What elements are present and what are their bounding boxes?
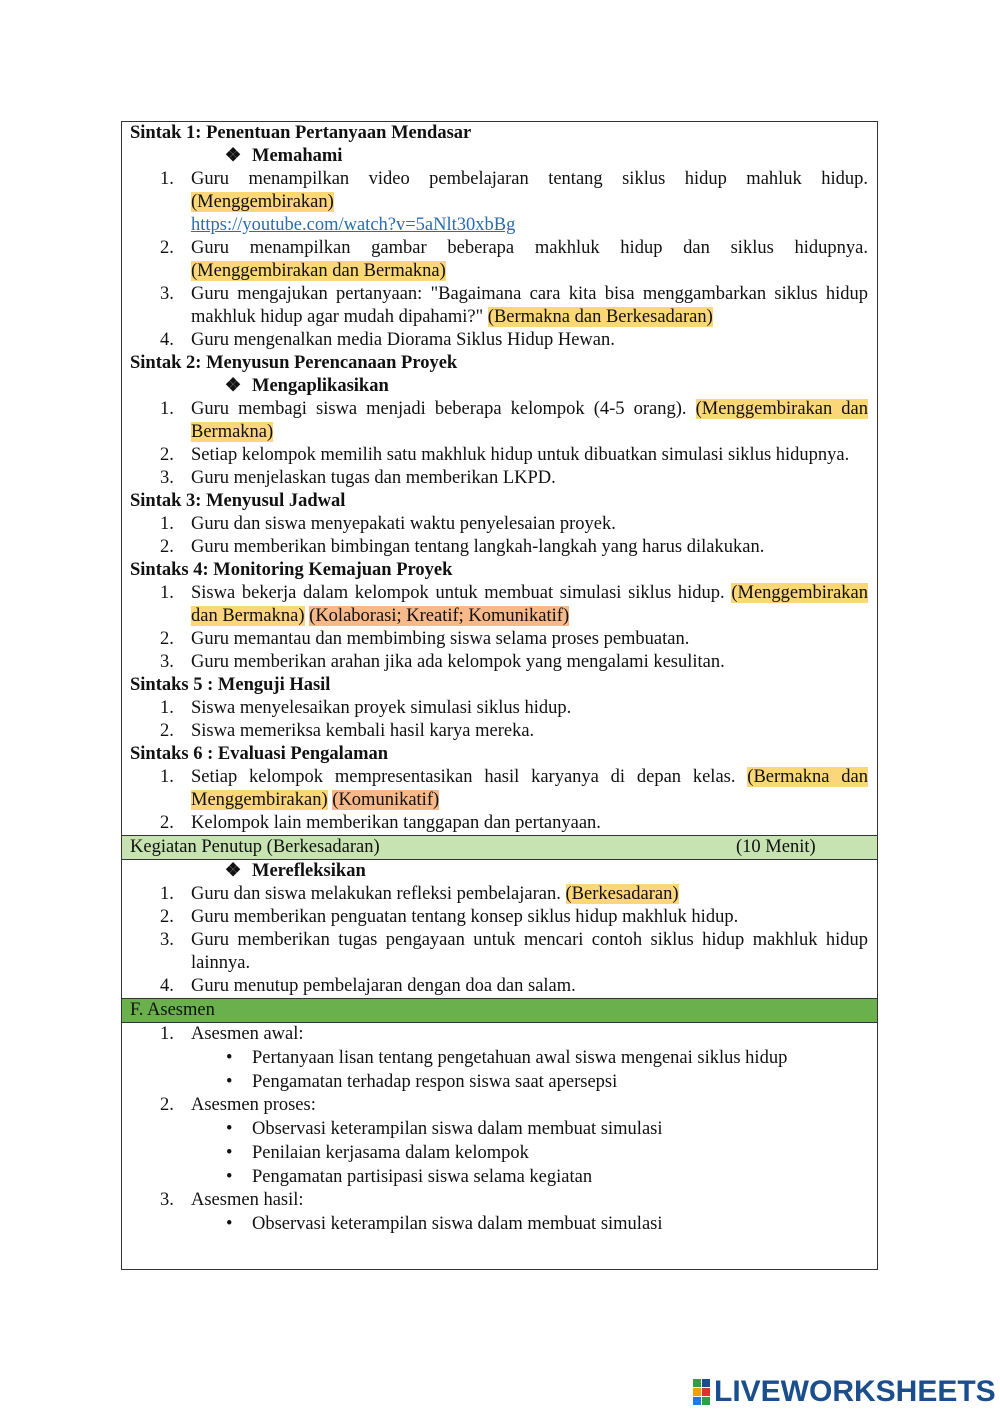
list-item — [122, 883, 877, 906]
item-text: Setiap kelompok mempresentasikan hasil karyanya di depan kelas. — [191, 767, 736, 787]
sintak-1-sub-label: Memahami — [252, 146, 343, 166]
list-item — [122, 329, 877, 352]
list-item — [122, 237, 877, 283]
sintak-5-section — [122, 674, 877, 743]
dot-bullet-icon: • — [226, 1072, 233, 1092]
list-item — [122, 467, 877, 490]
tag-highlight: (Menggembirakan) — [191, 192, 334, 212]
lesson-plan-table — [121, 121, 878, 1270]
bullet-text: Observasi keterampilan siswa dalam membuat simulasi — [252, 1214, 663, 1234]
penutup-sub — [122, 860, 877, 883]
tag-highlight-orange: (Kolaborasi; Kreatif; Komunikatif) — [309, 606, 570, 626]
item-text: Guru memberikan bimbingan tentang langkah-langkah yang harus dilakukan. — [191, 537, 765, 557]
sintak-2-sub-label: Mengaplikasikan — [252, 376, 389, 396]
item-text: Siswa bekerja dalam kelompok untuk membuat simulasi siklus hidup. — [191, 583, 725, 603]
diamond-bullet-icon: ❖ — [224, 376, 242, 396]
penutup-sub-label: Merefleksikan — [252, 861, 366, 881]
sintak-1-heading: Sintak 1: Penentuan Pertanyaan Mendasar — [130, 123, 472, 143]
sintak-3-section — [122, 490, 877, 559]
item-text: Setiap kelompok memilih satu makhluk hidup untuk dibuatkan simulasi siklus hidupnya. — [191, 445, 850, 465]
item-number: 2. — [160, 813, 174, 833]
item-number: 2. — [160, 445, 174, 465]
dot-bullet-icon: • — [226, 1048, 233, 1068]
item-number: 1. — [160, 1024, 174, 1044]
item-number: 3. — [160, 468, 174, 488]
bullet-text: Pengamatan partisipasi siswa selama kegiatan — [252, 1167, 593, 1187]
sintak-3-heading: Sintak 3: Menyusul Jadwal — [130, 491, 346, 511]
item-text: Guru menjelaskan tugas dan memberikan LKPD. — [191, 468, 556, 488]
item-number: 1. — [160, 767, 174, 787]
list-item — [122, 651, 877, 674]
penutup-section — [122, 860, 877, 998]
bullet-item — [122, 1141, 877, 1165]
asesmen-group-title: Asesmen hasil: — [191, 1190, 304, 1210]
item-text: Guru dan siswa menyepakati waktu penyelesaian proyek. — [191, 514, 616, 534]
list-item — [122, 398, 877, 444]
list-item — [122, 628, 877, 651]
tag-highlight: (Menggembirakan dan Bermakna) — [191, 261, 446, 281]
item-number: 3. — [160, 930, 174, 950]
penutup-label: Kegiatan Penutup (Berkesadaran) — [130, 837, 380, 857]
sintak-1-section — [122, 122, 877, 352]
bullet-item — [122, 1117, 877, 1141]
item-text: Kelompok lain memberikan tanggapan dan pertanyaan. — [191, 813, 601, 833]
sintak-4-section — [122, 559, 877, 674]
dot-bullet-icon: • — [226, 1214, 233, 1234]
asesmen-group — [122, 1189, 877, 1212]
list-item — [122, 929, 877, 975]
item-number: 3. — [160, 1190, 174, 1210]
tag-highlight: (Bermakna dan Berkesadaran) — [487, 307, 713, 327]
youtube-link[interactable]: https://youtube.com/watch?v=5aNlt30xbBg — [191, 215, 516, 235]
item-number: 2. — [160, 907, 174, 927]
list-item — [122, 536, 877, 559]
diamond-bullet-icon: ❖ — [224, 146, 242, 166]
list-item — [122, 975, 877, 998]
asesmen-group-title: Asesmen proses: — [191, 1095, 316, 1115]
item-number: 2. — [160, 238, 174, 258]
liveworksheets-logo[interactable] — [693, 1377, 996, 1407]
list-item — [122, 906, 877, 929]
asesmen-band — [122, 998, 877, 1023]
item-number: 1. — [160, 399, 174, 419]
item-number: 2. — [160, 1095, 174, 1115]
item-number: 4. — [160, 976, 174, 996]
dot-bullet-icon: • — [226, 1143, 233, 1163]
asesmen-group — [122, 1023, 877, 1046]
sintak-1-sub — [122, 145, 877, 168]
item-number: 4. — [160, 330, 174, 350]
tag-highlight: (Bermakna dan Menggembirakan) — [191, 767, 868, 810]
item-text: Guru mengajukan pertanyaan: "Bagaimana cara kita bisa menggambarkan siklus hidup makhluk hidup agar mudah dipahami?" — [191, 284, 868, 327]
item-number: 3. — [160, 284, 174, 304]
penutup-band — [122, 835, 877, 860]
list-item — [122, 513, 877, 536]
item-number: 1. — [160, 884, 174, 904]
tag-highlight: (Berkesadaran) — [565, 884, 679, 904]
item-text: Guru membagi siswa menjadi beberapa kelompok (4-5 orang). — [191, 399, 687, 419]
item-text: Guru menampilkan video pembelajaran tentang siklus hidup mahluk hidup. — [191, 169, 868, 189]
bullet-item — [122, 1212, 877, 1236]
item-text: Guru memberikan tugas pengayaan untuk mencari contoh siklus hidup makhluk hidup lainnya. — [191, 930, 868, 973]
bullet-text: Observasi keterampilan siswa dalam membuat simulasi — [252, 1119, 663, 1139]
bullet-text: Penilaian kerjasama dalam kelompok — [252, 1143, 529, 1163]
list-item — [122, 283, 877, 329]
item-number: 2. — [160, 629, 174, 649]
list-item — [122, 812, 877, 835]
item-text: Guru memberikan penguatan tentang konsep siklus hidup makhluk hidup. — [191, 907, 739, 927]
sintak-2-sub — [122, 375, 877, 398]
sintak-5-heading: Sintaks 5 : Menguji Hasil — [130, 675, 331, 695]
item-text: Guru memantau dan membimbing siswa selama proses pembuatan. — [191, 629, 690, 649]
bullet-item — [122, 1070, 877, 1094]
list-item — [122, 582, 877, 628]
bullet-text: Pengamatan terhadap respon siswa saat apersepsi — [252, 1072, 618, 1092]
dot-bullet-icon: • — [226, 1167, 233, 1187]
asesmen-group — [122, 1094, 877, 1117]
item-text: Guru menampilkan gambar beberapa makhluk hidup dan siklus hidupnya. — [191, 238, 868, 258]
item-text: Guru mengenalkan media Diorama Siklus Hidup Hewan. — [191, 330, 615, 350]
bullet-item — [122, 1165, 877, 1189]
tag-highlight: (Menggembirakan dan Bermakna) — [191, 399, 869, 442]
list-item — [122, 168, 877, 237]
list-item — [122, 766, 877, 812]
item-number: 2. — [160, 537, 174, 557]
asesmen-label: F. Asesmen — [130, 1000, 215, 1020]
item-text: Guru dan siswa melakukan refleksi pembelajaran. — [191, 884, 561, 904]
list-item — [122, 697, 877, 720]
item-text: Guru menutup pembelajaran dengan doa dan salam. — [191, 976, 576, 996]
item-number: 1. — [160, 169, 174, 189]
item-text: Guru memberikan arahan jika ada kelompok yang mengalami kesulitan. — [191, 652, 725, 672]
sintak-4-heading: Sintaks 4: Monitoring Kemajuan Proyek — [130, 560, 453, 580]
diamond-bullet-icon: ❖ — [224, 861, 242, 881]
logo-mark-icon — [693, 1379, 710, 1405]
list-item — [122, 720, 877, 743]
asesmen-group-title: Asesmen awal: — [191, 1024, 304, 1044]
sintak-2-section — [122, 352, 877, 490]
item-number: 3. — [160, 652, 174, 672]
bullet-text: Pertanyaan lisan tentang pengetahuan awal siswa mengenai siklus hidup — [252, 1048, 788, 1068]
item-text: Siswa memeriksa kembali hasil karya mereka. — [191, 721, 535, 741]
item-number: 2. — [160, 721, 174, 741]
logo-text: LIVEWORKSHEETS — [714, 1375, 996, 1408]
list-item — [122, 444, 877, 467]
asesmen-section — [122, 1023, 877, 1236]
item-text: Siswa menyelesaikan proyek simulasi siklus hidup. — [191, 698, 572, 718]
tag-highlight-orange: (Komunikatif) — [332, 790, 440, 810]
item-number: 1. — [160, 583, 174, 603]
sintak-6-section — [122, 743, 877, 835]
sintak-2-heading: Sintak 2: Menyusun Perencanaan Proyek — [130, 353, 458, 373]
tag-highlight: (Menggembirakan dan Bermakna) — [191, 583, 869, 626]
item-number: 1. — [160, 698, 174, 718]
sintak-6-heading: Sintaks 6 : Evaluasi Pengalaman — [130, 744, 389, 764]
penutup-duration: (10 Menit) — [736, 837, 816, 857]
bullet-item — [122, 1046, 877, 1070]
item-number: 1. — [160, 514, 174, 534]
dot-bullet-icon: • — [226, 1119, 233, 1139]
